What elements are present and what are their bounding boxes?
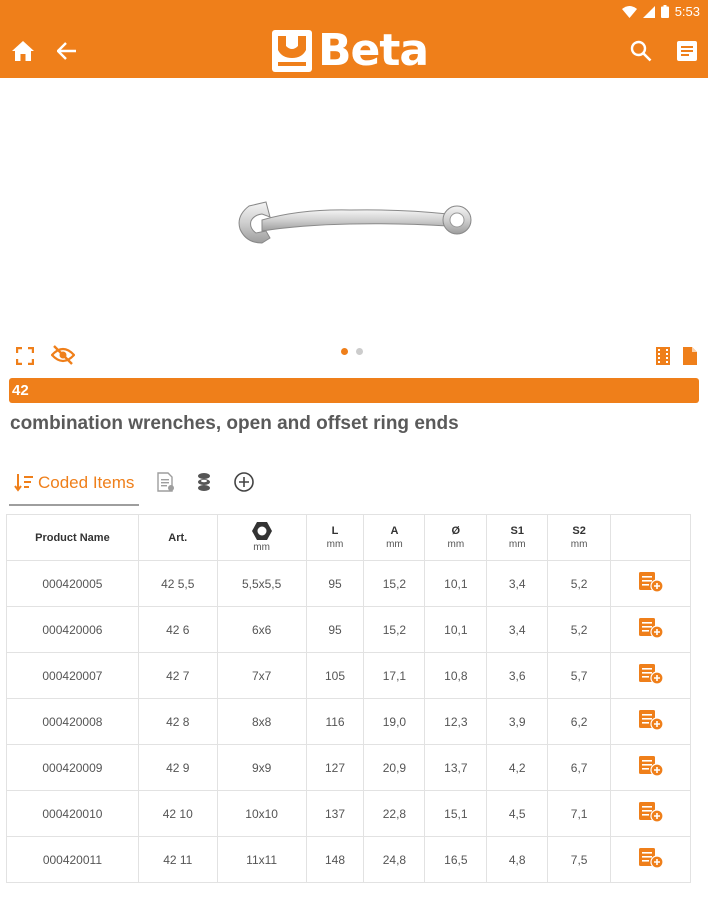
table-row[interactable] — [7, 653, 691, 699]
product-title: combination wrenches, open and offset ring ends — [10, 413, 459, 434]
header-diameter[interactable] — [425, 515, 487, 561]
cell-diameter: 15,1 — [425, 791, 487, 837]
search-button[interactable] — [624, 34, 658, 68]
header-nut-size[interactable] — [217, 515, 306, 561]
cell-diameter: 13,7 — [425, 745, 487, 791]
cell-actions — [611, 745, 691, 791]
cell-a: 22,8 — [364, 791, 425, 837]
add-to-list-button[interactable] — [638, 755, 664, 777]
cell-diameter: 10,1 — [425, 607, 487, 653]
cell-s2: 5,7 — [548, 653, 611, 699]
tab-accessories[interactable] — [191, 469, 217, 495]
cell-l: 148 — [306, 837, 364, 883]
cell-art: 42 8 — [138, 699, 217, 745]
hex-nut-icon — [251, 521, 273, 541]
status-bar — [0, 0, 708, 24]
cell-a: 20,9 — [364, 745, 425, 791]
brand-name: Beta — [318, 25, 429, 76]
cell-s2: 6,2 — [548, 699, 611, 745]
clock: 5:53 — [674, 4, 700, 19]
cell-art: 42 10 — [138, 791, 217, 837]
document-button[interactable] — [681, 346, 699, 366]
cell-s2: 7,1 — [548, 791, 611, 837]
product-image — [0, 78, 708, 340]
cell-s1: 4,5 — [487, 791, 548, 837]
video-button[interactable] — [654, 346, 672, 366]
fullscreen-icon — [16, 347, 34, 365]
header-l[interactable] — [306, 515, 364, 561]
back-button[interactable] — [50, 34, 84, 68]
header-s2-unit: mm — [570, 538, 588, 550]
home-icon — [12, 41, 34, 61]
cell-actions — [611, 607, 691, 653]
cell-s2: 7,5 — [548, 837, 611, 883]
cell-actions — [611, 791, 691, 837]
cell-l: 95 — [306, 607, 364, 653]
arrow-left-icon — [57, 42, 77, 60]
add-to-list-button[interactable] — [638, 709, 664, 731]
search-icon — [630, 40, 652, 62]
table-row[interactable] — [7, 607, 691, 653]
carousel-dot[interactable] — [356, 348, 363, 355]
add-to-list-button[interactable] — [638, 663, 664, 685]
tab-documents[interactable] — [153, 469, 179, 495]
wrench-logo-icon — [272, 30, 312, 72]
cell-l: 127 — [306, 745, 364, 791]
film-icon — [656, 347, 670, 365]
sort-icon — [14, 473, 34, 493]
playlist-add-icon — [638, 709, 664, 731]
cell-l: 105 — [306, 653, 364, 699]
playlist-add-icon — [638, 571, 664, 593]
playlist-add-icon — [638, 847, 664, 869]
table-row[interactable] — [7, 561, 691, 607]
table-row[interactable] — [7, 745, 691, 791]
cell-size: 8x8 — [217, 699, 306, 745]
header-s1[interactable] — [487, 515, 548, 561]
cell-size: 7x7 — [217, 653, 306, 699]
playlist-add-icon — [638, 755, 664, 777]
cell-l: 116 — [306, 699, 364, 745]
header-diameter-label: Ø — [451, 524, 461, 537]
header-product-name[interactable]: Product Name — [7, 515, 139, 561]
document-tab-icon — [157, 472, 175, 492]
cell-product-name: 000420009 — [7, 745, 139, 791]
hide-image-button[interactable] — [50, 343, 76, 367]
cell-s2: 5,2 — [548, 607, 611, 653]
add-circle-icon — [233, 471, 255, 493]
battery-icon — [661, 5, 669, 18]
document-icon — [683, 347, 697, 365]
tab-bar — [9, 462, 699, 506]
cell-actions — [611, 837, 691, 883]
cell-art: 42 7 — [138, 653, 217, 699]
cell-size: 10x10 — [217, 791, 306, 837]
notes-button[interactable] — [670, 34, 704, 68]
header-l-unit: mm — [326, 538, 344, 550]
cell-size: 6x6 — [217, 607, 306, 653]
cell-diameter: 10,8 — [425, 653, 487, 699]
cell-a: 17,1 — [364, 653, 425, 699]
fullscreen-button[interactable] — [14, 345, 36, 367]
cell-diameter: 10,1 — [425, 561, 487, 607]
tab-add[interactable] — [231, 469, 257, 495]
cell-product-name: 000420006 — [7, 607, 139, 653]
header-l-label: L — [331, 524, 339, 537]
cell-a: 15,2 — [364, 561, 425, 607]
cell-a: 19,0 — [364, 699, 425, 745]
add-to-list-button[interactable] — [638, 847, 664, 869]
cell-product-name: 000420005 — [7, 561, 139, 607]
table-row[interactable] — [7, 699, 691, 745]
cell-actions — [611, 699, 691, 745]
cell-art: 42 11 — [138, 837, 217, 883]
cell-actions — [611, 653, 691, 699]
add-to-list-button[interactable] — [638, 617, 664, 639]
cell-l: 95 — [306, 561, 364, 607]
carousel-dot[interactable] — [341, 348, 348, 355]
header-a[interactable] — [364, 515, 425, 561]
header-s1-label: S1 — [510, 524, 524, 537]
cell-product-name: 000420008 — [7, 699, 139, 745]
cell-product-name: 000420010 — [7, 791, 139, 837]
product-code-bar — [9, 378, 699, 403]
notes-icon — [676, 40, 698, 62]
header-s1-unit: mm — [508, 538, 526, 550]
cell-size: 5,5x5,5 — [217, 561, 306, 607]
product-code: 42 — [12, 382, 29, 399]
header-art[interactable]: Art. — [138, 515, 217, 561]
signal-icon — [643, 6, 655, 18]
product-image-carousel[interactable] — [0, 78, 708, 340]
table-row[interactable] — [7, 837, 691, 883]
header-diameter-unit: mm — [447, 538, 465, 550]
cell-size: 9x9 — [217, 745, 306, 791]
home-button[interactable] — [6, 34, 40, 68]
cell-s1: 4,8 — [487, 837, 548, 883]
playlist-add-icon — [638, 663, 664, 685]
coded-items-table — [6, 514, 691, 883]
coins-tab-icon — [195, 472, 213, 492]
eye-off-icon — [51, 345, 75, 365]
cell-product-name: 000420007 — [7, 653, 139, 699]
cell-s1: 3,6 — [487, 653, 548, 699]
add-to-list-button[interactable] — [638, 571, 664, 593]
cell-size: 11x11 — [217, 837, 306, 883]
header-nut-unit: mm — [253, 541, 270, 553]
cell-product-name: 000420011 — [7, 837, 139, 883]
cell-art: 42 9 — [138, 745, 217, 791]
header-a-label: A — [390, 524, 399, 537]
cell-s2: 6,7 — [548, 745, 611, 791]
cell-a: 15,2 — [364, 607, 425, 653]
header-s2-label: S2 — [572, 524, 586, 537]
cell-a: 24,8 — [364, 837, 425, 883]
playlist-add-icon — [638, 617, 664, 639]
table-row[interactable] — [7, 791, 691, 837]
header-a-unit: mm — [386, 538, 403, 550]
cell-art: 42 6 — [138, 607, 217, 653]
cell-art: 42 5,5 — [138, 561, 217, 607]
header-s2[interactable] — [548, 515, 611, 561]
carousel-indicator — [341, 348, 363, 355]
cell-diameter: 16,5 — [425, 837, 487, 883]
add-to-list-button[interactable] — [638, 801, 664, 823]
cell-actions — [611, 561, 691, 607]
cell-s2: 5,2 — [548, 561, 611, 607]
wifi-icon — [622, 6, 637, 18]
cell-l: 137 — [306, 791, 364, 837]
cell-s1: 3,9 — [487, 699, 548, 745]
header-actions — [611, 515, 691, 561]
table-header-row — [7, 515, 691, 561]
tab-coded-items[interactable] — [9, 462, 139, 506]
brand-logo — [272, 25, 429, 76]
cell-s1: 4,2 — [487, 745, 548, 791]
playlist-add-icon — [638, 801, 664, 823]
cell-s1: 3,4 — [487, 561, 548, 607]
tab-coded-items-label: Coded Items — [38, 473, 135, 492]
cell-diameter: 12,3 — [425, 699, 487, 745]
cell-s1: 3,4 — [487, 607, 548, 653]
